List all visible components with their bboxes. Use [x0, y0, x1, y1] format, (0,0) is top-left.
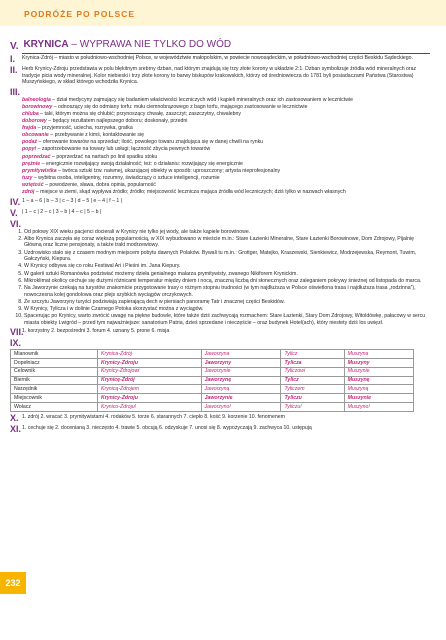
form-cell: Muszynie — [344, 367, 413, 376]
glossary-definition: – energicznie rozwijający swoją działalność; też: o działaniu: rozwijający się energicznie — [40, 160, 243, 167]
section-heading: KRYNICA – WYPRAWA NIE TYLKO DO WÓD — [23, 39, 232, 50]
form-cell: Muszyną — [344, 385, 413, 394]
form-cell: Jaworzyną — [201, 385, 281, 394]
table-row — [11, 350, 414, 359]
glossary-definition: – taki, którym można się chlubić; przynoszący chwałę, zaszczyt; zaszczytny, chwalebny — [38, 110, 242, 117]
glossary-entry — [22, 154, 430, 161]
glossary-entry — [22, 189, 430, 196]
glossary-definition: – przyjemność, uciecha, rozrywka, gratka — [36, 125, 133, 132]
case-name-cell: Biernik — [11, 376, 98, 385]
form-cell: Jaworzyny — [201, 359, 281, 368]
glossary-entry — [22, 125, 430, 132]
case-name-cell: Dopełniacz — [11, 359, 98, 368]
form-cell: Krynico-Zdroju! — [98, 402, 202, 411]
exercise-7: VII.1. korzystny 2. bezpośredni 3. forum 4. uznany 5. prone 6. misja — [10, 327, 170, 338]
form-cell: Jaworzyna — [201, 350, 281, 359]
case-name-cell: Celownik — [11, 367, 98, 376]
declension-table — [10, 349, 414, 411]
page-header — [0, 0, 446, 26]
case-name-cell: Narzędnik — [11, 385, 98, 394]
glossary-entry — [22, 182, 430, 189]
header-title: PODRÓŻE PO POLSCE — [24, 9, 135, 19]
case-name-cell: Wołacz — [11, 402, 98, 411]
glossary-entry — [22, 146, 430, 153]
glossary-definition: – będący rezultatem najlepszego doboru; doskonały, przedni — [46, 118, 188, 125]
case-name-cell: Mianownik — [11, 350, 98, 359]
answer-item: 3. Uzdrowisko stało się z czasem modnym miejscem pobytu dawnych Polaków. Bywali tu m.in.: Grottger, Matejko, Kraszewski, Sienkiewicz, Modrzejewska, Reymont, Tuwim, Gałczyński, Kiepura. — [24, 250, 430, 263]
form-cell: Muszynę — [344, 376, 413, 385]
answer-list — [10, 229, 430, 327]
form-cell: Tylicza — [281, 359, 344, 368]
answer-item: 10. Spacerując po Krynicy, warto zwrócić uwagę na piękne budowle, które także dziś zachwycają rozmachem: Stare Łazienki, Stary Dom Zdrojowy, Witoldówkę, pałacowy w sercu miasta obiekty Lwigród – przed tym najważniejsze: sanatorium Patria, dzieś sprzedane i nieczęście – oraz budynek Hotel(ach), który niestety dziś los uwięzł. — [24, 313, 430, 326]
exercise-1: I. Krynica-Zdrój – miasto w południowo-wschodniej Polsce, w województwie małopolskim, w powiecie nowosądeckim, w południowo-wschodniej części Beskidu Sądeckiego. — [10, 54, 413, 64]
exercise-3: III. balneologia – dział medycyny zajmujący się badaniem właściwości leczniczych wód i kąpieli mineralnych oraz ich zastosowaniem w lecznictwie borowinowy – odnoszący się do odmiany torfu: mułu ciemnobrązowego z bagn torfu, mającego zastosowanie w lecznictwie chluba – taki, którym można się chlubić; przynoszący chwałę, zaszczyt; zaszczytny, chwalebny doborowy – będący rezultatem najlepszego doboru; doskonały, przedni frajda – przyjemność, uciecha, rozrywka, gratka obcowanie – przebywanie z kimś, kontaktowanie się podaż – oferowanie towarów na sprzedaż; ilość, powołego towaru znajdująca się w danej chwili na rynku popyt – zapotrzebowanie na towary lub usługi; łączność zbycia pewnych towarów poprzedzać – poprzedzać na nartach po linii spadku stoku prężnie – energicznie rozwijający swoją działalność; też: o działaniu: rozwijający się energicznie prymitywistka – twórca sztuki tzw. naiwnej, ukazującej obiekty w sposób: uproszczony; artysta nieprofesjonalny tuzy – wybitna osoba, inteligentny, rozumny, świadczący o sztuce inteligencji, rozumie wziętość – powodzenie, sława, dobra opinia, popularność zdrój – miejsce w ziemi, skąd wypływa źródło; źródło; miejscowość lecznicza mająca źródła wód leczniczych; dziś tylko w nazwach własnych — [10, 88, 430, 196]
table-row — [11, 367, 414, 376]
answer-item: 4. W Krynicy odbywa się co roku Festiwal Ari i Pieśni im. Jana Kiepury. — [24, 263, 430, 270]
glossary-entry — [22, 161, 430, 168]
form-cell: Krynicę-Zdrój — [98, 376, 202, 385]
answer-item: 2. Albo Krynica zaczęła się coraz większą popularnością, w XIX wybudowano w mieście m.in.: Stare Łazienki Mineralne, Stare Łazienki Borowinowe, Dom Zdrojowy, Pijalnię Główną oraz liczne pensjonaty, a także trakt modrzewiowy. — [24, 236, 430, 249]
glossary-list — [10, 97, 430, 196]
glossary-term: chluba — [22, 110, 39, 117]
exercise-2: II. Herb Krynicy-Zdroju przedstawia w polu błękitnym srebrny dzban, nad którym znajdują się trzy złote korony w układzie 2:1. Dzban symbolizuje źródła wód mineralnych oraz tradycje picia wody mineralnej. Kolor niebieski i trzy złote korony to barwy biskupów krakowskich, którzy od średniowiecza do 1781 byli posiadaczami Państwa (Starostwa) Muszyńskiego, w skład którego wchodziła Krynica. — [10, 65, 417, 86]
title-underline — [22, 53, 430, 54]
form-cell: Krynicą-Zdrojem — [98, 385, 202, 394]
answer-item: 1. Od połowy XIX wieku pacjenci docierali w Krynicy nie tylko jej wody, ale także kąpiele borowinowe. — [24, 229, 430, 236]
glossary-entry — [22, 111, 430, 118]
form-cell: Jaworzyno! — [201, 402, 281, 411]
glossary-entry — [22, 175, 430, 182]
form-cell: Muszyny — [344, 359, 413, 368]
glossary-term: borowinowy — [22, 103, 53, 110]
section-title — [10, 39, 430, 52]
glossary-term: podaż — [22, 139, 37, 146]
form-cell: Tylicz — [281, 350, 344, 359]
form-cell: Muszynie — [344, 394, 413, 403]
glossary-term: prymitywistka — [22, 167, 57, 174]
form-cell: Tyliczem — [281, 385, 344, 394]
answer-item: 8. Że szczytu Jaworzyny turyści podziwiają zapierającą dech w piersiach panoramę Tatr i znacznej części Beskidów. — [24, 299, 430, 306]
glossary-term: obcowanie — [22, 132, 49, 139]
form-cell: Muszyna — [344, 350, 413, 359]
exercise-5: V. | 1 – c | 2 – c | 3 – b | 4 – c | 5 – b | — [10, 207, 102, 218]
glossary-term: balneologia — [22, 96, 51, 103]
form-cell: Krynicy-Zdrojowi — [98, 367, 202, 376]
exercise-6: VI. 1. Od połowy XIX wieku pacjenci docierali w Krynicy nie tylko jej wody, ale także kąpiele borowinowe. 2. Albo Krynica zaczęła się coraz większą popularnością, w XIX wybudowano w mieście m.in.: Stare Łazienki Mineralne, Stare Łazienki Borowinowe, Dom Zdrojowy, Pijalnię Główną oraz liczne pensjonaty, a także trakt modrzewiowy. 3. Uzdrowisko stało się z czasem modnym miejscem pobytu dawnych Polaków. Bywali tu m.in.: Grottger, Matejko, Kraszewski, Sienkiewicz, Modrzejewska, Reymont, Tuwim, Gałczyński, Kiepura. 4. W Krynicy odbywa się co roku Festiwal Ari i Pieśni im. Jana Kiepury. 5. W galerii sztuki Romanówka podziwiać możemy dzieła genialnego malarza prymitywisty, zwanego Nikiforem Krynickim. 6. Mikroklimat okolicy cechuje się dużymi różnicami temperatur między dniem i nocą, znaczną liczbą dni słonecznych oraz zaleganiem pokrywy śnieżnej od listopada do marca. 7. Na Jaworzynie czekają na turystów znakomicie przygotowane trasy o różnym stopniu trudności (w tym najdłuższa w Polsce oświetlona trasa i najdłuższa trasa „rodzinna”), nowoczesna kolej gondolowa oraz plejs szybkich wyciągów orczykowych. 8. Że szczytu Jaworzyny turyści podziwiają zapierającą dech w piersiach panoramę Tatr i znacznej części Beskidów. 9. W Krynicy, Tylicza i w dolinie Czarnego Potoka skorzystać można z wyciągów. 10. Spacerując po Krynicy, warto zwrócić uwagę na piękne budowle, które także dziś zachwycają rozmachem: Stare Łazienki, Stary Dom Zdrojowy, Witoldówkę, pałacowy w sercu miasta obiekty Lwigród – przed tym najważniejsze: sanatorium Patria, dzieś sprzedane i nieczęście – oraz budynek Hotel(ach), który niestety dziś los uwięzł. — [10, 220, 430, 327]
form-cell: Jaworzynę — [201, 376, 281, 385]
section-roman: V. — [10, 41, 19, 52]
answer-item: 6. Mikroklimat okolicy cechuje się dużymi różnicami temperatur między dniem i nocą, znaczną liczbą dni słonecznych oraz zaleganiem pokrywy śnieżnej od listopada do marca. — [24, 278, 430, 285]
glossary-definition: – poprzedzać na nartach po linii spadku stoku — [50, 153, 158, 160]
glossary-definition: – powodzenie, sława, dobra opinia, popularność — [43, 181, 156, 188]
exercise-10: X. 1. zdrój 2. wracać 3. prymitywistami 4. rodaków 5. torze 6. starannych 7. ciepło 8. kość 9. korzenie 10. fenomenem — [10, 412, 285, 423]
answer-item: 5. W galerii sztuki Romanówka podziwiać możemy dzieła genialnego malarza prymitywisty, zwanego Nikiforem Krynickim. — [24, 271, 430, 278]
glossary-term: zdrój — [22, 189, 35, 195]
form-cell: Jaworzynie — [201, 394, 281, 403]
table-row — [11, 394, 414, 403]
glossary-definition: – dział medycyny zajmujący się badaniem właściwości leczniczych wód i kąpieli mineralnych oraz ich zastosowaniem w lecznictwie — [50, 96, 353, 103]
glossary-definition: – przebywanie z kimś, kontaktowanie się — [48, 132, 144, 139]
form-cell: Krynica-Zdrój — [98, 350, 202, 359]
case-name-cell: Miejscownik — [11, 394, 98, 403]
glossary-entry — [22, 139, 430, 146]
page-content — [10, 39, 430, 436]
form-cell: Krynicy-Zdroju — [98, 394, 202, 403]
glossary-entry — [22, 168, 430, 175]
glossary-definition: – odnoszący się do odmiany torfu: mułu ciemnobrązowego z bagn torfu, mającego zastosowanie w lecznictwie — [52, 103, 308, 110]
glossary-term: poprzedzać — [22, 153, 51, 160]
table-row — [11, 376, 414, 385]
form-cell: Muszyno! — [344, 402, 413, 411]
form-cell: Tylicz — [281, 376, 344, 385]
glossary-definition: – miejsce w ziemi, skąd wypływa źródło; źródło; miejscowość lecznicza mająca źródła wód leczniczych; dziś tylko w nazwach własnych — [34, 189, 346, 195]
table-row — [11, 385, 414, 394]
glossary-term: popyt — [22, 146, 37, 153]
form-cell: Tyliczu! — [281, 402, 344, 411]
glossary-definition: – twórca sztuki tzw. naiwnej, ukazującej obiekty w sposób: uproszczony; artysta nieprofesjonalny — [56, 167, 281, 174]
glossary-entry — [22, 104, 430, 111]
glossary-term: tuzy — [22, 174, 33, 181]
glossary-term: prężnie — [22, 160, 41, 167]
glossary-entry — [22, 118, 430, 125]
glossary-definition: – zapotrzebowanie na towary lub usługi; łączność zbycia pewnych towarów — [36, 146, 211, 153]
exercise-11: XI.1. cechuje się 2. docenianą 3. nieczęsto 4. trawie 5. obcują 6. odzyskuje 7. unosi się 8. wypożyczają 9. zachwyca 10. ustępują — [10, 423, 312, 434]
form-cell: Tyliczu — [281, 394, 344, 403]
glossary-term: doborowy — [22, 118, 47, 125]
exercise-4: IV. 1 – a – 6 | b – 3 | c – 3 | d – 5 | e – 4 | f – 1 | — [10, 196, 123, 207]
form-cell: Tyliczowi — [281, 367, 344, 376]
form-cell: Jaworzynie — [201, 367, 281, 376]
table-row — [11, 359, 414, 368]
table-row — [11, 402, 414, 411]
glossary-entry — [22, 132, 430, 139]
page-number: 232 — [0, 572, 26, 594]
answer-item: 9. W Krynicy, Tylicza i w dolinie Czarnego Potoka skorzystać można z wyciągów. — [24, 306, 430, 313]
answer-item: 7. Na Jaworzynie czekają na turystów znakomicie przygotowane trasy o różnym stopniu trudności (w tym najdłuższa w Polsce oświetlona trasa i najdłuższa trasa „rodzinna”), nowoczesna kolej gondolowa oraz plejs szybkich wyciągów orczykowych. — [24, 285, 430, 298]
glossary-definition: – wybitna osoba, inteligentny, rozumny, świadczący o sztuce inteligencji, rozumie — [32, 174, 220, 181]
glossary-term: wziętość — [22, 181, 44, 188]
glossary-term: frajda — [22, 125, 37, 132]
form-cell: Krynicy-Zdroju — [98, 359, 202, 368]
exercise-9: IX. Mianownik Krynica-Zdrój Jaworzyna Tylicz Muszyna Dopełniacz Krynicy-Zdroju Jaworzyny Tylicza Muszyny Celownik Krynicy-Zdrojowi Jaworzynie Tyliczowi Muszynie Biernik Krynicę-Zdrój Jaworzynę Tylicz Muszynę Narzędnik Krynicą-Zdrojem Jaworzyną Tyliczem Muszyną Miejscownik Krynicy-Zdroju Jaworzynie Tyliczu Muszynie Wołacz Krynico-Zdroju! Jaworzyno! Tyliczu! Muszyno! — [10, 339, 430, 411]
glossary-definition: – oferowanie towarów na sprzedaż; ilość, powołego towaru znajdująca się w danej chwili na rynku — [37, 139, 264, 146]
glossary-entry — [22, 97, 430, 104]
